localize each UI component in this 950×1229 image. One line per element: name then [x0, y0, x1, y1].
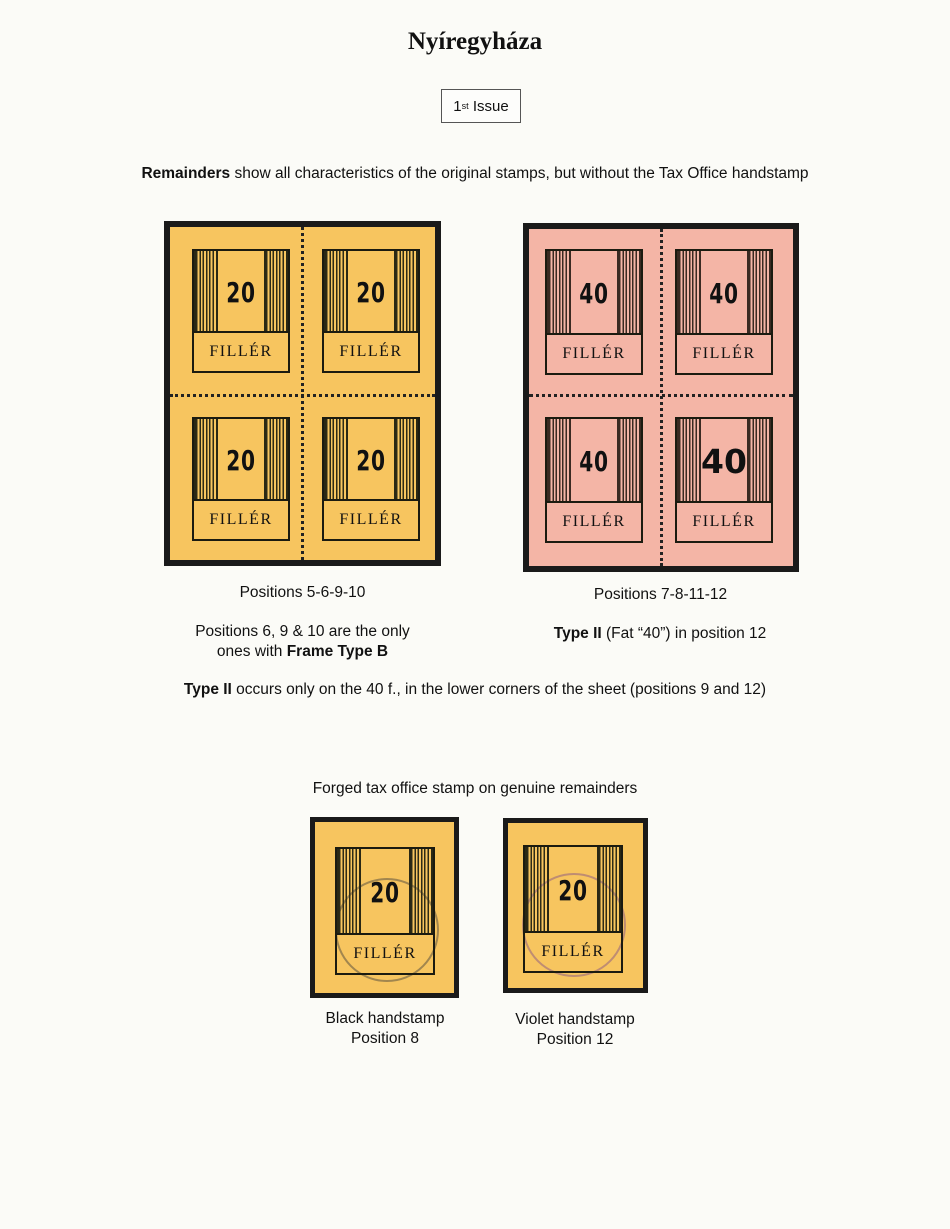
- stamp-value: 40: [579, 276, 609, 310]
- stamp-20: [335, 847, 435, 975]
- stamp-40: [545, 417, 643, 543]
- intro-rest: show all characteristics of the original stamps, but without the Tax Office handstamp: [230, 165, 809, 182]
- shading-bar: [677, 251, 701, 335]
- stamp-unit: FILLÉR: [337, 933, 433, 973]
- stamp-sheet: [170, 227, 435, 560]
- shading-bar: [394, 419, 418, 501]
- type-ii-bold: Type II: [183, 681, 232, 698]
- stamp-value: 40: [579, 444, 609, 478]
- stamp-40: [545, 249, 643, 375]
- stamp-unit: FILLÉR: [677, 333, 771, 373]
- shading-bar: [547, 251, 571, 335]
- shading-bar: [394, 251, 418, 333]
- caption-line-2: Position 12: [536, 1031, 614, 1048]
- shading-bar: [617, 419, 641, 503]
- shading-bar: [337, 849, 361, 935]
- shading-bar: [409, 849, 433, 935]
- caption-block-20: Positions 5-6-9-10: [239, 584, 366, 601]
- stamp-20: [322, 417, 420, 541]
- shading-bar: [324, 251, 348, 333]
- stamp-20: [322, 249, 420, 373]
- stamp-value: 20: [370, 875, 400, 909]
- intro-bold: Remainders: [141, 165, 231, 182]
- stamp-unit: FILLÉR: [547, 501, 641, 541]
- stamp-value: 40: [709, 276, 739, 310]
- note-bold: Frame Type B: [286, 643, 389, 660]
- perforation-column: [301, 227, 304, 560]
- caption-forged-violet: [480, 1010, 670, 1050]
- stamp-40-fat-type-ii: [675, 417, 773, 543]
- note-line-2: [150, 642, 455, 662]
- caption-forged-black: [290, 1009, 480, 1049]
- issue-label: Issue: [472, 97, 509, 115]
- stamp-value: 20: [226, 275, 256, 309]
- stamp-sheet: [315, 822, 454, 993]
- shading-bar: [597, 847, 621, 933]
- stamp-value-fat: 40: [701, 441, 747, 481]
- stamp-unit: FILLÉR: [677, 501, 771, 541]
- stamp-20: [523, 845, 623, 973]
- intro-text: [0, 165, 950, 183]
- note-line-2-text: ones with: [216, 643, 287, 660]
- stamp-sheet: [529, 229, 793, 566]
- issue-number: 1: [453, 97, 462, 115]
- page-title: Nyíregyháza: [407, 28, 543, 55]
- type-ii-note: [0, 681, 950, 699]
- stamp-40: [675, 249, 773, 375]
- issue-label-box: [441, 89, 521, 123]
- note-rest: (Fat “40”) in position 12: [601, 625, 767, 642]
- stamp-unit: FILLÉR: [525, 931, 621, 971]
- stamp-unit: FILLÉR: [194, 331, 288, 371]
- stamp-unit: FILLÉR: [547, 333, 641, 373]
- shading-bar: [547, 419, 571, 503]
- caption-line-1: Violet handstamp: [515, 1011, 635, 1028]
- shading-bar: [747, 251, 771, 335]
- shading-bar: [194, 251, 218, 333]
- forged-single-black: [310, 817, 459, 998]
- stamp-block-20: [164, 221, 441, 566]
- stamp-20: [192, 417, 290, 541]
- forged-single-violet: [503, 818, 648, 993]
- stamp-value: 20: [226, 443, 256, 477]
- shading-bar: [617, 251, 641, 335]
- shading-bar: [264, 419, 288, 501]
- stamp-unit: FILLÉR: [324, 331, 418, 371]
- caption-block-40: Positions 7-8-11-12: [593, 586, 728, 603]
- shading-bar: [677, 419, 701, 503]
- stamp-block-40: [523, 223, 799, 572]
- stamp-unit: FILLÉR: [194, 499, 288, 539]
- shading-bar: [525, 847, 549, 933]
- stamp-value: 20: [356, 443, 386, 477]
- type-ii-rest: occurs only on the 40 f., in the lower corners of the sheet (positions 9 and 12): [231, 681, 767, 698]
- note-bold: Type II: [553, 625, 602, 642]
- stamp-20: [192, 249, 290, 373]
- stamp-value: 20: [356, 275, 386, 309]
- note-block-40: [500, 624, 820, 644]
- note-line-1: Positions 6, 9 & 10 are the only: [195, 623, 410, 640]
- stamp-value: 20: [558, 873, 588, 907]
- stamp-sheet: [508, 823, 643, 988]
- perforation-column: [660, 229, 663, 566]
- shading-bar: [194, 419, 218, 501]
- stamp-unit: FILLÉR: [324, 499, 418, 539]
- note-block-20: [150, 622, 455, 662]
- shading-bar: [747, 419, 771, 503]
- forged-heading: Forged tax office stamp on genuine remainders: [312, 780, 638, 797]
- shading-bar: [324, 419, 348, 501]
- issue-suffix: st: [461, 101, 469, 111]
- shading-bar: [264, 251, 288, 333]
- caption-line-1: Black handstamp: [325, 1010, 445, 1027]
- caption-line-2: Position 8: [350, 1030, 420, 1047]
